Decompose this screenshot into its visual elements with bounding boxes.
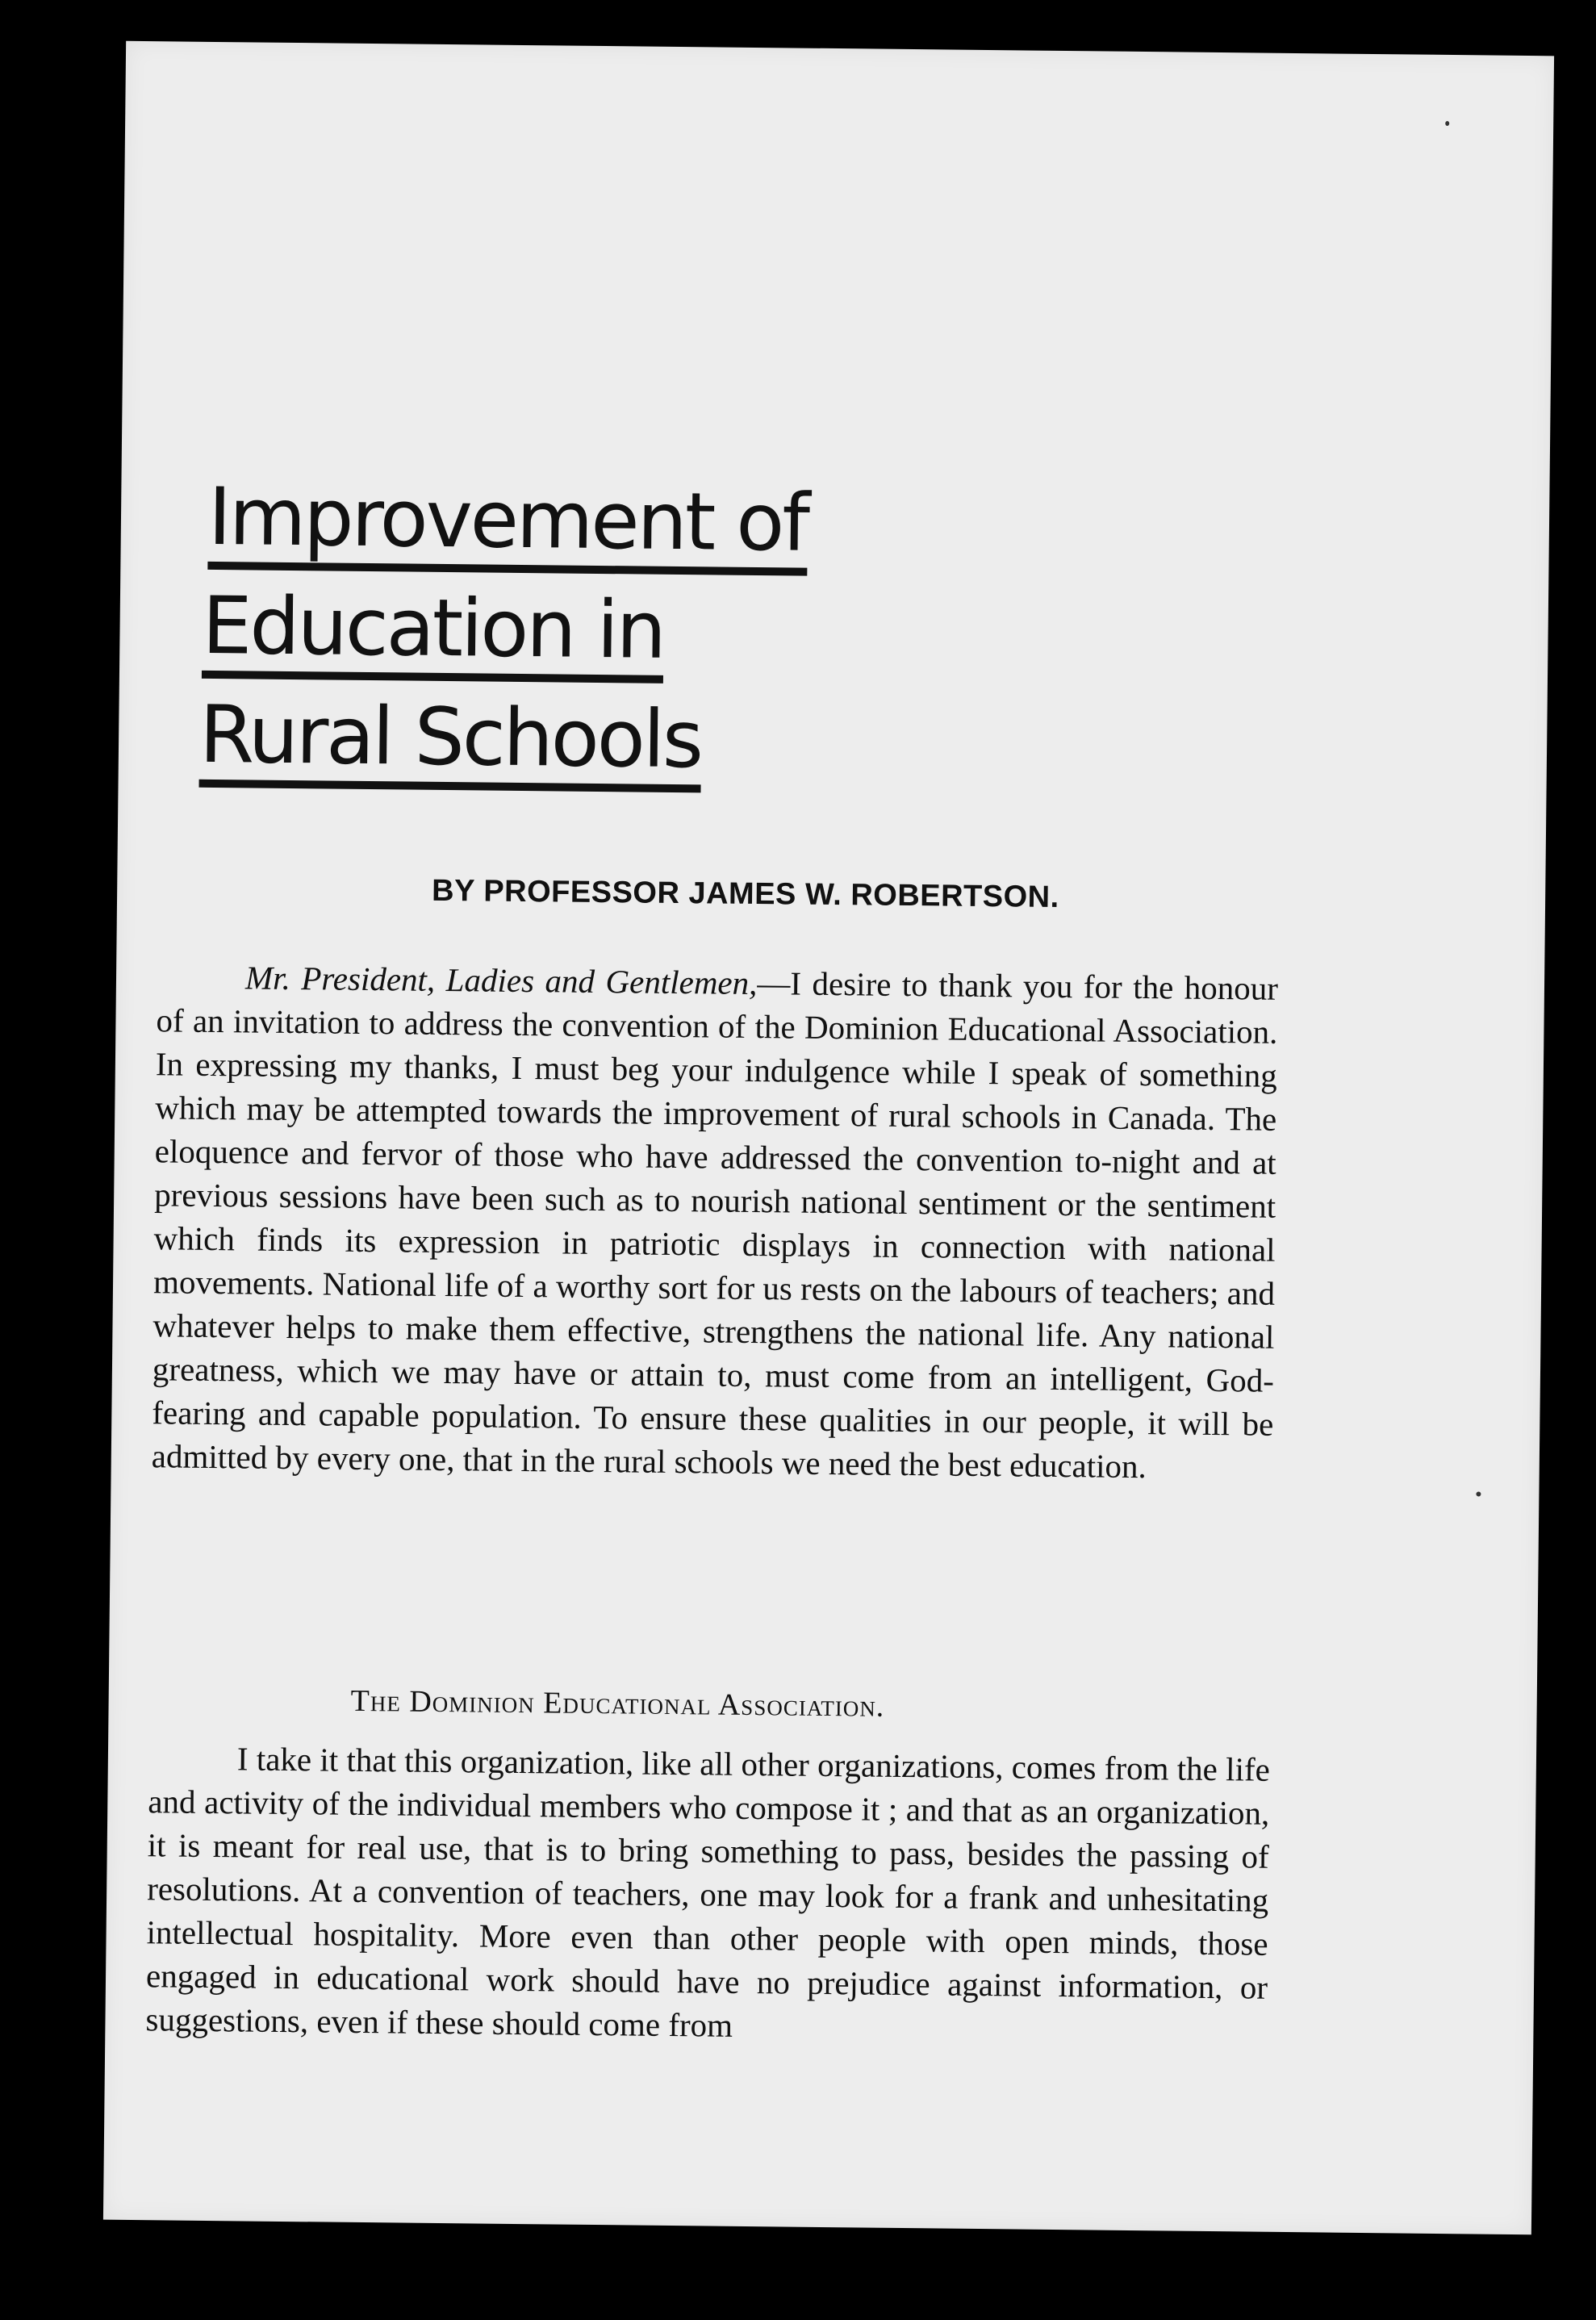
document-page: [103, 41, 1554, 2234]
speck-mark: [1476, 1491, 1481, 1496]
speck-mark: [1445, 121, 1449, 126]
paragraph-2: [145, 1736, 1270, 2053]
title-line-3: Rural Schools: [199, 696, 702, 793]
paragraph-1: [152, 955, 1279, 1490]
salutation: Mr. President, Ladies and Gentlemen,: [244, 959, 758, 1002]
section-heading: The Dominion Educational Association.: [350, 1683, 885, 1724]
title-line-2: Education in: [202, 587, 665, 683]
paragraph-1-text: —I desire to thank you for the honour of an invitation to address the convention of the Dominion Educational Association. In expressing my thanks, I must beg your indulgence while I speak of something which may be attempted towards the improvement of rural schools in Canada. The eloquence and fervor of those who have addressed the convention to-night and at previous sessions have been such as to nourish national sentiment or the sentiment which finds its expression in patriotic displays in connection with national movements. National life of a worthy sort for us rests on the labours of teachers; and whatever helps to make them effective, strengthens the national life. Any national greatness, which we may have or attain to, must come from an intelligent, God-fearing and capable population. To ensure these qualities in our people, it will be admitted by every one, that in the rural schools we need the best education.: [151, 964, 1279, 1486]
author-byline: BY PROFESSOR JAMES W. ROBERTSON.: [431, 873, 1059, 914]
paragraph-2-text: I take it that this organization, like all other organizations, comes from the life and activity of the individual members who compose it ; and that as an organization, it is meant for real use, that is to bring something to pass, besides the passing of resolutions. At a convention of teachers, one may look for a frank and unhesitating intellectual hospitality. More even than other people with open minds, those engaged in educational work should have no prejudice against information, or suggestions, even if these should come from: [145, 1740, 1271, 2044]
title-line-1: Improvement of: [207, 478, 808, 576]
